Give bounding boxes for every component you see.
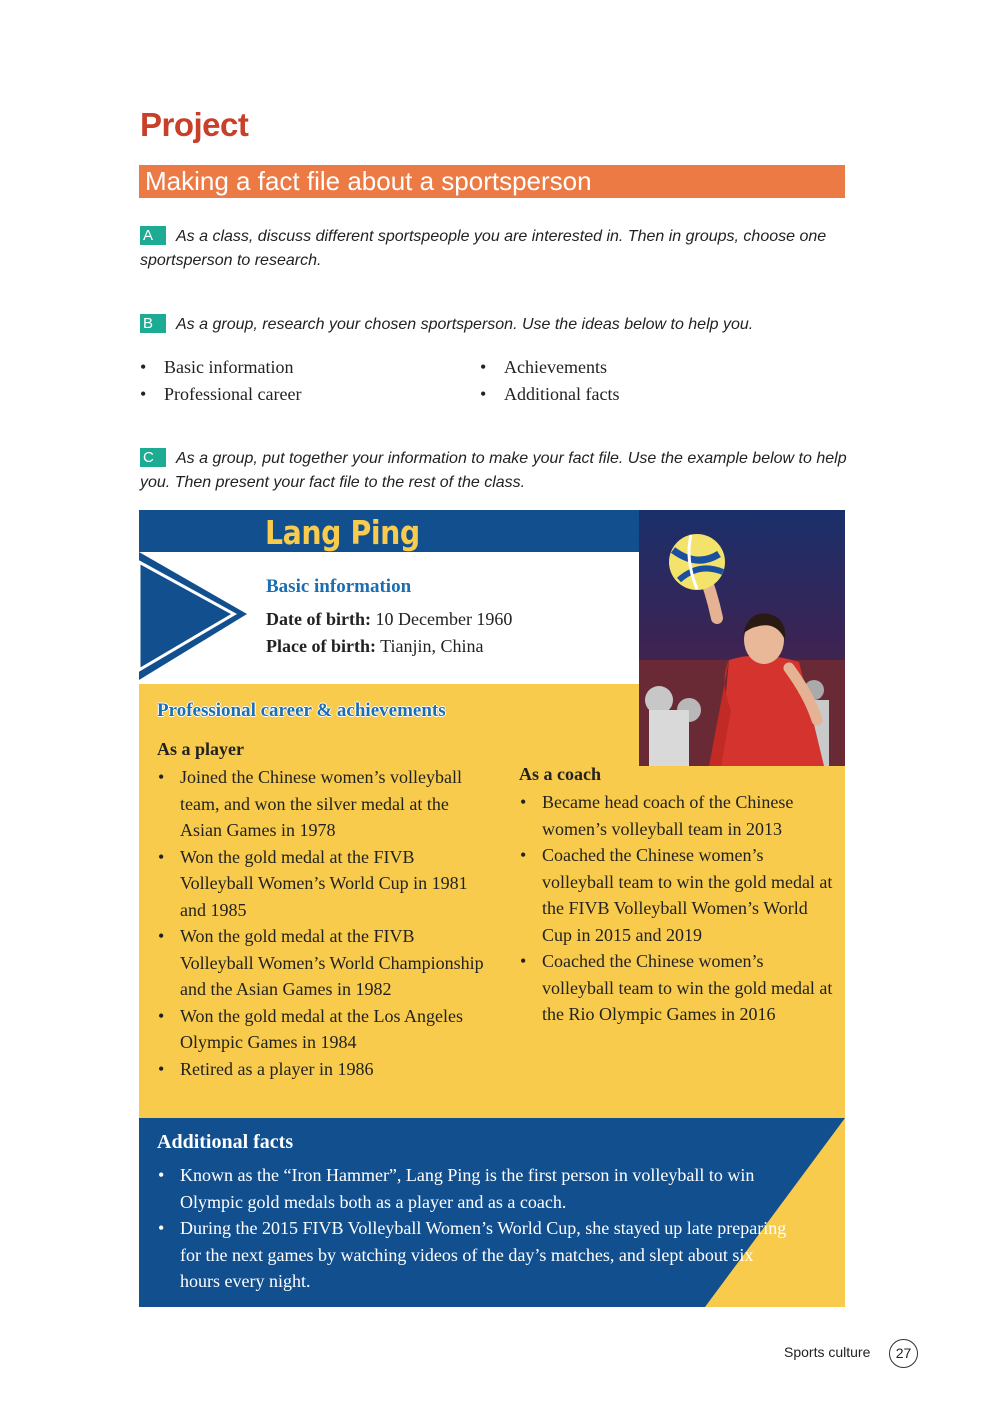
player-heading: As a player	[157, 739, 244, 759]
task-letter-b: B	[140, 314, 166, 333]
subtitle-bar	[139, 165, 845, 198]
page-title: Project	[140, 106, 249, 143]
idea-item: • Achievements	[480, 354, 619, 381]
list-item: • Known as the “Iron Hammer”, Lang Ping is the first person in volleyball to win Olympic gold medals both as a player and as a coach.	[157, 1162, 797, 1215]
list-item: • Coached the Chinese women’s volleyball team to win the gold medal at the Rio Olympic Games in 2016	[519, 948, 839, 1028]
place-of-birth	[266, 636, 484, 657]
list-item: • Won the gold medal at the Los Angeles Olympic Games in 1984	[157, 1003, 487, 1056]
page-number: 27	[889, 1339, 918, 1368]
coach-list	[519, 789, 839, 1028]
subtitle-text: Making a fact file about a sportsperson	[145, 166, 592, 196]
coach-heading: As a coach	[519, 764, 601, 784]
basic-info-heading: Basic information	[266, 576, 412, 597]
pob-label: Place of birth:	[266, 636, 376, 656]
list-item: • Coached the Chinese women’s volleyball team to win the gold medal at the FIVB Volleyball Women’s World Cup in 2015 and 2019	[519, 842, 839, 948]
task-a	[140, 225, 850, 273]
footer-section-label: Sports culture	[784, 1344, 871, 1360]
player-list	[157, 764, 487, 1082]
ideas-list-left	[140, 354, 301, 407]
task-letter-a: A	[140, 226, 166, 245]
dob-label: Date of birth:	[266, 609, 371, 629]
list-item: • Joined the Chinese women’s volleyball team, and won the silver medal at the Asian Games in 1978	[157, 764, 487, 844]
task-c	[140, 447, 850, 495]
idea-item: • Additional facts	[480, 381, 619, 408]
list-item: • Retired as a player in 1986	[157, 1056, 487, 1083]
additional-facts-heading: Additional facts	[157, 1131, 294, 1153]
arrow-decoration	[139, 552, 259, 686]
person-name: Lang Ping	[265, 513, 420, 552]
lang-ping-photo	[639, 510, 845, 766]
list-item: • Won the gold medal at the FIVB Volleyball Women’s World Cup in 1981 and 1985	[157, 844, 487, 924]
pob-value: Tianjin, China	[380, 636, 484, 656]
fact-file-card	[139, 510, 845, 1307]
additional-facts-list	[157, 1162, 797, 1295]
task-b	[140, 313, 850, 337]
idea-item: • Basic information	[140, 354, 301, 381]
name-header-bar	[139, 510, 639, 552]
list-item: • During the 2015 FIVB Volleyball Women’s World Cup, she stayed up late preparing for the next games by watching videos of the day’s matches, and slept about six hours every night.	[157, 1215, 797, 1295]
list-item: • Became head coach of the Chinese women’s volleyball team in 2013	[519, 789, 839, 842]
task-c-text: As a group, put together your information to make your fact file. Use the example below to help you. Then present your fact file to the rest of the class.	[140, 450, 847, 491]
list-item: • Won the gold medal at the FIVB Volleyball Women’s World Championship and the Asian Games in 1982	[157, 923, 487, 1003]
idea-item: • Professional career	[140, 381, 301, 408]
task-a-text: As a class, discuss different sportspeople you are interested in. Then in groups, choose one sportsperson to research.	[140, 228, 827, 269]
task-letter-c: C	[140, 448, 166, 467]
dob-value: 10 December 1960	[375, 609, 513, 629]
career-heading: Professional career & achievements	[157, 700, 446, 721]
ideas-list-right	[480, 354, 619, 407]
date-of-birth	[266, 609, 512, 630]
task-b-text: As a group, research your chosen sportsperson. Use the ideas below to help you.	[176, 316, 754, 333]
